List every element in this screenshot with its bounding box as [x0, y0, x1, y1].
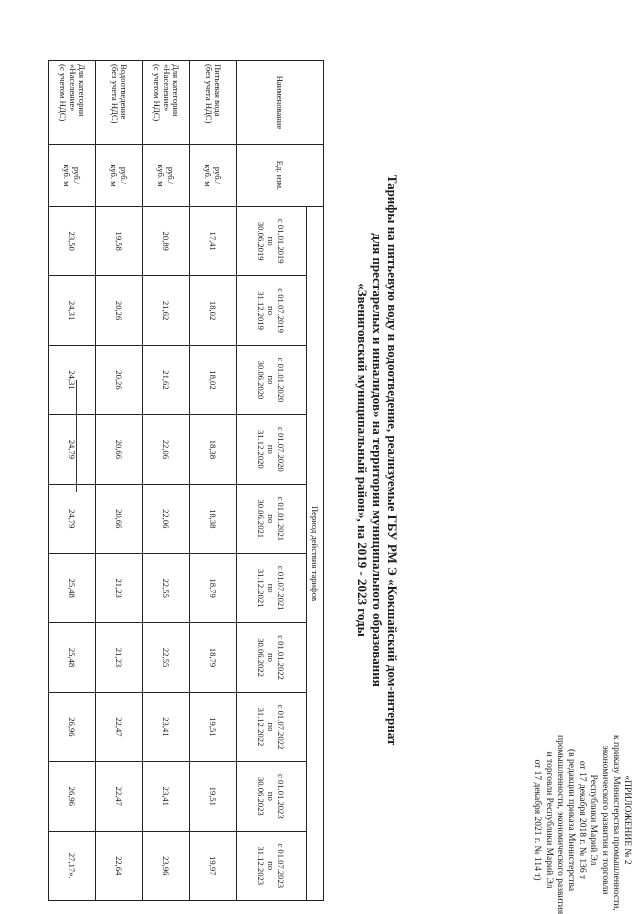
tariff-value-cell: 22,06 [143, 484, 190, 553]
row-name-cell [96, 61, 143, 145]
tariff-value-cell: 22,47 [96, 762, 143, 831]
tariff-value-cell: 24,31 [49, 345, 96, 414]
period-po: по [266, 514, 277, 524]
period-header-cell [237, 831, 307, 900]
period-po: по [266, 306, 277, 316]
period-header-cell [237, 762, 307, 831]
tariff-value-cell: 23,50 [49, 207, 96, 276]
tariff-value-cell: 18,79 [190, 553, 237, 622]
period-header-cell [237, 623, 307, 692]
tariff-value-cell: 25,48 [49, 553, 96, 622]
row-name-line: Водоотведение [119, 64, 130, 120]
period-from: с 01.01.2022 [276, 635, 287, 680]
period-from: с 01.07.2019 [276, 288, 287, 333]
period-to: 30.06.2022 [256, 638, 267, 677]
table-row [49, 61, 96, 901]
tariff-table [48, 60, 324, 901]
table-row [143, 61, 190, 901]
tariff-value-cell: 23,96 [143, 831, 190, 900]
period-from: с 01.07.2022 [276, 704, 287, 750]
row-name-line: (без учета НДС) [204, 64, 214, 124]
row-name-line: Для категории [171, 64, 182, 117]
tariff-value-cell: 20,66 [96, 415, 143, 484]
row-unit-line: руб./ [119, 166, 129, 185]
period-from: с 01.01.2023 [276, 774, 287, 819]
period-to: 30.06.2019 [256, 221, 267, 261]
row-name-line: (без учета НДС) [110, 64, 120, 124]
period-to: 30.06.2021 [256, 499, 267, 539]
appendix-block [531, 735, 632, 914]
tariff-value-cell: 20,89 [143, 207, 190, 276]
tariff-value-cell: 21,62 [143, 276, 190, 345]
tariff-value-cell: 22,55 [143, 623, 190, 692]
tariff-value-cell: 22,06 [143, 415, 190, 484]
row-unit-cell [143, 145, 190, 207]
row-name-line: Для категории [77, 64, 88, 117]
tariff-value-cell: 21,62 [143, 345, 190, 414]
tariff-value-cell: 18,79 [190, 623, 237, 692]
period-from: с 01.01.2020 [276, 357, 287, 403]
tariff-value-cell: 19,51 [190, 692, 237, 761]
tariff-value-cell: 18,02 [190, 345, 237, 414]
period-po: по [266, 236, 277, 246]
row-unit-line: куб. м [109, 164, 119, 187]
table-row [96, 61, 143, 901]
tariff-value-cell: 23,41 [143, 762, 190, 831]
tariff-value-cell: 21,23 [96, 623, 143, 692]
appendix-line: от 17 декабря 2021 г. № 114 т) [532, 759, 543, 881]
appendix-line: Республики Марий Эл [588, 774, 599, 866]
tariff-value-cell: 24,79 [49, 415, 96, 484]
title-line: Тарифы на питьевую воду и водоотведение, реализуемые ГБУ РМ Э «Кокшайский дом-интернат [385, 174, 400, 746]
appendix-line: и торговли Республики Марий Эл [543, 751, 554, 889]
row-name-line: (с учетом НДС) [152, 64, 163, 122]
tariff-value-cell: 19,58 [96, 207, 143, 276]
header-name: Наименование [237, 61, 324, 145]
tariff-value-cell: 19,97 [190, 831, 237, 900]
header-unit: Ед. изм. [237, 145, 324, 207]
appendix-line: к приказу Министерства промышленности, [610, 735, 621, 911]
period-po: по [266, 722, 277, 732]
period-header-cell [237, 415, 307, 484]
tariff-value-cell: 17,41 [190, 207, 237, 276]
tariff-value-cell: 22,47 [96, 692, 143, 761]
period-from: с 01.01.2019 [276, 218, 287, 264]
title-line: для престарелых и инвалидов» на территории муниципального образования [370, 233, 385, 687]
row-unit-line: руб./ [166, 166, 176, 185]
period-to: 31.12.2021 [256, 568, 267, 608]
period-po: по [266, 375, 277, 385]
period-po: по [266, 861, 277, 871]
tariff-value-cell: 27,17». [49, 831, 96, 900]
period-po: по [266, 791, 277, 801]
period-header-cell [237, 553, 307, 622]
appendix-line: (в редакции приказа Министерства [565, 748, 576, 892]
header-period: Период действия тарифов [307, 207, 324, 901]
tariff-value-cell: 18,38 [190, 484, 237, 553]
row-unit-line: куб. м [62, 164, 72, 187]
period-header-cell [237, 207, 307, 276]
tariff-value-cell: 19,51 [190, 762, 237, 831]
row-name-line: «Население» [67, 64, 78, 112]
appendix-line: от 17 декабря 2018 г. № 136 т [577, 760, 588, 880]
period-to: 31.12.2020 [256, 430, 267, 469]
row-name-cell [49, 61, 96, 145]
row-name-cell [190, 61, 237, 145]
tariff-value-cell: 20,26 [96, 276, 143, 345]
row-unit-line: руб./ [72, 166, 82, 185]
period-to: 30.06.2020 [256, 360, 267, 400]
tariff-value-cell: 26,96 [49, 692, 96, 761]
tariff-value-cell: 20,26 [96, 345, 143, 414]
tariff-value-cell: 18,02 [190, 276, 237, 345]
row-name-line: (с учетом НДС) [58, 64, 69, 122]
period-header-cell [237, 345, 307, 414]
appendix-line: экономического развития и торговли [599, 745, 610, 895]
tariff-value-cell: 21,23 [96, 553, 143, 622]
period-to: 31.12.2023 [256, 846, 267, 886]
tariff-value-cell: 24,31 [49, 276, 96, 345]
period-from: с 01.07.2020 [276, 427, 287, 472]
tariff-value-cell: 25,48 [49, 623, 96, 692]
row-unit-cell [49, 145, 96, 207]
row-unit-line: куб. м [203, 164, 213, 187]
period-to: 31.12.2019 [256, 291, 267, 330]
row-unit-cell [190, 145, 237, 207]
tariff-value-cell: 23,41 [143, 692, 190, 761]
appendix-line: «ПРИЛОЖЕНИЕ № 2 [622, 775, 632, 865]
row-unit-line: руб./ [213, 166, 223, 185]
period-header-cell [237, 692, 307, 761]
period-po: по [266, 583, 277, 593]
row-unit-line: куб. м [156, 164, 166, 187]
row-name-cell [143, 61, 190, 145]
period-from: с 01.07.2023 [276, 843, 287, 889]
tariff-value-cell: 22,55 [143, 553, 190, 622]
period-from: с 01.01.2021 [276, 496, 287, 542]
period-po: по [266, 444, 277, 454]
row-name-line: «Население» [161, 64, 172, 112]
tariff-value-cell: 26,96 [49, 762, 96, 831]
tariff-value-cell: 20,66 [96, 484, 143, 553]
period-header-cell [237, 276, 307, 345]
tariff-value-cell: 22,64 [96, 831, 143, 900]
signature-divider-line [76, 380, 77, 492]
tariff-value-cell: 24,79 [49, 484, 96, 553]
document-title [355, 120, 400, 800]
table-row [190, 61, 237, 901]
period-from: с 01.07.2021 [276, 565, 287, 611]
period-to: 31.12.2022 [256, 707, 267, 747]
period-to: 30.06.2023 [256, 776, 267, 816]
title-line: «Звениговский муниципальный район», на 2019 - 2023 годы [355, 283, 370, 637]
period-header-cell [237, 484, 307, 553]
row-unit-cell [96, 145, 143, 207]
tariff-value-cell: 18,38 [190, 415, 237, 484]
row-name-line: Питьевая вода [213, 64, 224, 117]
period-po: по [266, 653, 277, 662]
appendix-line: промышленности, экономического развития [554, 735, 565, 914]
